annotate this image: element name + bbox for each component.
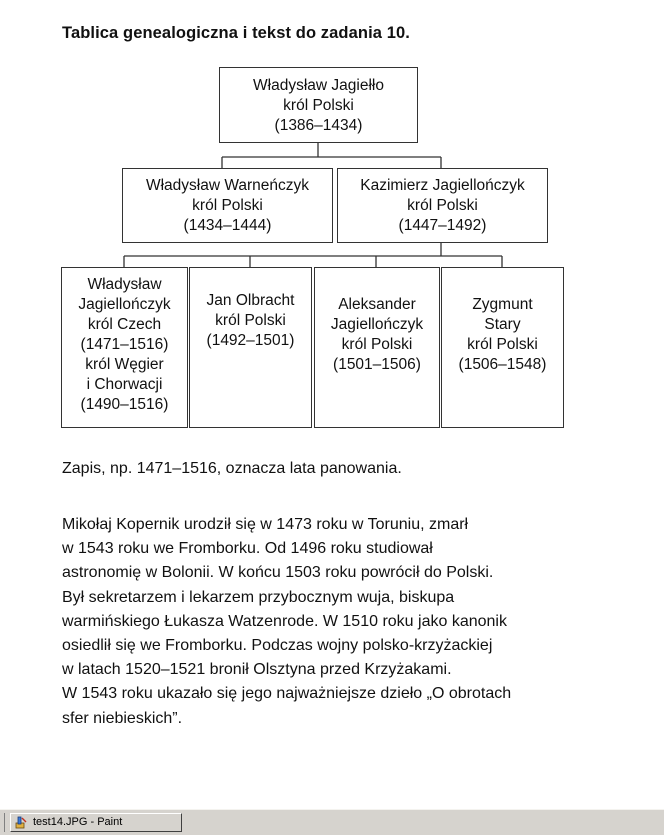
node-jan-olbracht: Jan Olbracht król Polski (1492–1501) <box>189 267 312 428</box>
taskbar-button-paint[interactable] <box>10 813 182 832</box>
taskbar-separator <box>0 813 5 832</box>
node-wladyslaw-warnenczyk: Władysław Warneńczyk król Polski (1434–1444) <box>122 168 333 243</box>
page-title: Tablica genealogiczna i tekst do zadania 10. <box>62 24 410 42</box>
kopernik-text <box>62 513 622 731</box>
taskbar-button-label: test14.JPG - Paint <box>33 816 123 828</box>
reign-caption: Zapis, np. 1471–1516, oznacza lata panowania. <box>62 460 402 477</box>
text-line: W 1543 roku ukazało się jego najważniejsze dzieło „O obrotach <box>62 685 512 703</box>
paint-icon <box>15 816 28 829</box>
text-line: astronomię w Bolonii. W końcu 1503 roku powrócił do Polski. <box>62 564 494 582</box>
text-line: sfer niebieskich”. <box>62 709 183 727</box>
text-line: osiedlił się we Fromborku. Podczas wojny polsko-krzyżackiej <box>62 637 493 655</box>
node-aleksander-jagiellonczyk: Aleksander Jagiellończyk król Polski (1501–1506) <box>314 267 440 428</box>
node-kazimierz-jagiellonczyk: Kazimierz Jagiellończyk król Polski (1447–1492) <box>337 168 548 243</box>
text-line: w 1543 roku we Fromborku. Od 1496 roku studiował <box>62 540 433 558</box>
node-wladyslaw-jagiello: Władysław Jagiełło król Polski (1386–1434) <box>219 67 418 143</box>
text-line: Mikołaj Kopernik urodził się w 1473 roku w Toruniu, zmarł <box>62 516 469 533</box>
text-line: Był sekretarzem i lekarzem przybocznym wuja, biskupa <box>62 588 455 606</box>
node-wladyslaw-jagiellonczyk: Władysław Jagiellończyk król Czech (1471–1516) król Węgier i Chorwacji (1490–1516) <box>61 267 188 428</box>
text-line: w latach 1520–1521 bronił Olsztyna przed Krzyżakami. <box>62 661 452 679</box>
taskbar <box>0 809 664 835</box>
text-line: warmińskiego Łukasza Watzenrode. W 1510 roku jako kanonik <box>62 612 507 630</box>
node-zygmunt-stary: Zygmunt Stary król Polski (1506–1548) <box>441 267 564 428</box>
